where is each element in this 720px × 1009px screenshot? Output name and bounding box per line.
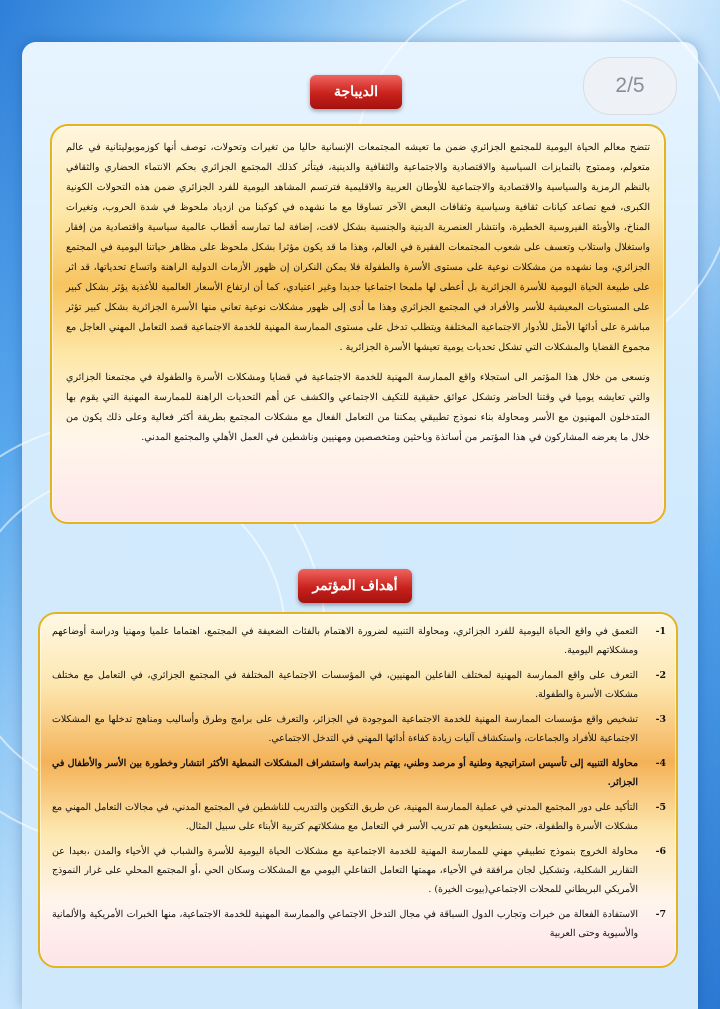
goal-text: الاستفادة الفعالة من خبرات وتجارب الدول السباقة في مجال التدخل الاجتماعي والممارسة المهنية للخدمة الاجتماعية، منها الخبرات الأمريكية والألمانية والأسيوية وحتى العربية <box>52 909 638 939</box>
goal-number: 2- <box>655 670 666 681</box>
goal-item <box>52 666 666 704</box>
intro-title: الديباجة <box>310 75 402 109</box>
goal-item <box>52 710 666 748</box>
goal-text: محاولة الخروج بنموذج تطبيقي مهني للممارسة المهنية للخدمة الاجتماعية مع مشكلات الحياة اليومية للأسرة والشباب في الأحياء والمدن ،بعيدا عن التقارير الشكلية، وتشكيل لجان مرافقة في الأحياء، مهمتها التعامل التفاعلي اليومي مع المشكلات وسكان الحي ،أو المجتمع المحلي على غرار النموذج الأمريكي البريطاني للمحلات الاجتماعي(بيوت الخيرة) . <box>52 846 638 895</box>
goal-item <box>52 622 666 660</box>
intro-box <box>50 124 666 524</box>
goal-number: 5- <box>655 802 666 813</box>
goal-number: 1- <box>655 626 666 637</box>
goal-text: التأكيد على دور المجتمع المدني في عملية الممارسة المهنية، عن طريق التكوين والتدريب للناشطين في المجتمع المدني، في مجالات التعامل المهني مع مشكلات الأسرة والطفولة، حتى يستطيعون هم تدريب الأسر في التعامل مع مشكلاتهم كتربية الأبناء على سبيل المثال. <box>52 802 638 832</box>
goal-text: تشخيص واقع مؤسسات الممارسة المهنية للخدمة الاجتماعية الموجودة في الجزائر، والتعرف على برامج وطرق وأساليب ومناهج تدخلها مع المشكلات الاجتماعية للأفراد والجماعات، واستكشاف آليات زيادة كفاءة أدائها المهني في التدخل الاجتماعي. <box>52 714 638 744</box>
goal-item <box>52 905 666 943</box>
goal-number: 7- <box>655 909 666 920</box>
goal-text: التعمق في واقع الحياة اليومية للفرد الجزائري، ومحاولة التنبيه لضرورة الاهتمام بالفئات الضعيفة في المجتمع، اهتماما علميا ومهنيا ودراسة أوضاعهم ومشكلاتهم اليومية. <box>52 626 638 656</box>
goal-number: 3- <box>655 714 666 725</box>
goal-item <box>52 842 666 899</box>
goal-text: التعرف على واقع الممارسة المهنية لمختلف الفاعلين المهنيين، في المؤسسات الاجتماعية المختلفة في المجتمع الجزائري، في التعامل مع مختلف مشكلات الأسرة والطفولة. <box>52 670 638 700</box>
goal-item <box>52 754 666 792</box>
goal-text: محاولة التنبيه إلى تأسيس استراتيجية وطنية أو مرصد وطني، يهتم بدراسة واستشراف المشكلات النمطية الأكثر انتشار وخطورة بين الأسر والأطفال في الجزائر. <box>52 758 638 788</box>
goal-item <box>52 798 666 836</box>
goal-number: 4- <box>655 758 666 769</box>
goals-title: أهداف المؤتمر <box>298 569 412 603</box>
intro-paragraph: تتضح معالم الحياة اليومية للمجتمع الجزائري ضمن ما تعيشه المجتمعات الإنسانية حاليا من تغيرات وتحولات، توصف أنها كوزموبوليتانية في عالم متعولم، وممتوج بالتمايزات السياسية والاقتصادية والاجتماعية والثقافية والدينية، فيتأثر كذلك المجتمع الجزائري بحكم الانتماء الحضاري والثقافي بالنظم الرمزية والسياسية والاقتصادية والاجتماعية للأوطان العربية والاقليمية فترتسم المشاهد اليومية للفرد الجزائري ضمن هذه التحولات الكونية الكبرى، فمع تصاعد كيانات ثقافية وسياسية وثقافات البعض الآخر تساوقا مع ما نشهده في كوكبنا من ازدياد ملحوظ في شدة الحروب، وتغيرات المناخ، والأوبئة الفيروسية الخطيرة، وانتشار العنصرية الدينية والجنسية بشكل لافت، إضافة لما تمارسه أقطاب عالمية سياسية واقتصادية من إفقار واستغلال واستلاب وتعسف على شعوب المجتمعات الفقيرة في العالم، وهذا ما قد يكون مؤثرا بشكل ملحوظ على مظاهر حياتنا اليومية في المجتمع الجزائري، وما نشهده من مشكلات نوعية على مستوى الأسرة والطفولة فلا يمكن النكران إن ظهور الأزمات الدولية الراهنة واتساع تحدياتها، قد اثر على طبيعة الحياة اليومية للأسرة الجزائرية بل أعطى لها ملمحا اجتماعيا جديدا وغير اعتيادي، كما أن ارتفاع الأسعار العالمية للأغذية يؤثر بشكل كبير على المستويات المعيشية للأسر والأفراد في المجتمع الجزائري وهذا ما أدى إلى ظهور مشكلات نوعية تعاني منها الأسرة الجزائرية بشكل كبير تؤثر مباشرة على أدائها الأمثل للأدوار الاجتماعية المختلفة ويتطلب تدخل على مستوى الممارسة المهنية للخدمة الاجتماعية قصد التعامل المهني العاجل مع مجموع القضايا والمشكلات التي تشكل تحديات يومية تعيشها الأسرة الجزائرية . <box>66 142 650 353</box>
intro-paragraph: ونسعى من خلال هذا المؤتمر الى استجلاء واقع الممارسة المهنية للخدمة الاجتماعية في قضايا ومشكلات الأسرة والطفولة في مجتمعنا الجزائري والتي تعايشه يوميا في وقتنا الحاضر وتشكل عوائق حقيقية للتكيف الاجتماعي والكشف عن أهم التحديات الراهنة للممارسة المهنية التي يقوم بها المتدخلون المهنيون مع الأسر ومحاولة بناء نموذج تطبيقي يمكننا من التعامل الفعال مع مشكلات المجتمع بطريقة أكثر فعالية وعلى ذلك يكون من خلال ما يعرضه المشاركون في هذا المؤتمر من أساتذة وباحثين ومتخصصين ومهنيين وناشطين في العمل الأهلي والمجتمع المدني. <box>66 372 650 443</box>
intro-text <box>66 138 650 458</box>
page-number: 2/5 <box>583 57 677 115</box>
goals-box <box>38 612 678 968</box>
goal-number: 6- <box>655 846 666 857</box>
goals-list <box>52 622 666 949</box>
